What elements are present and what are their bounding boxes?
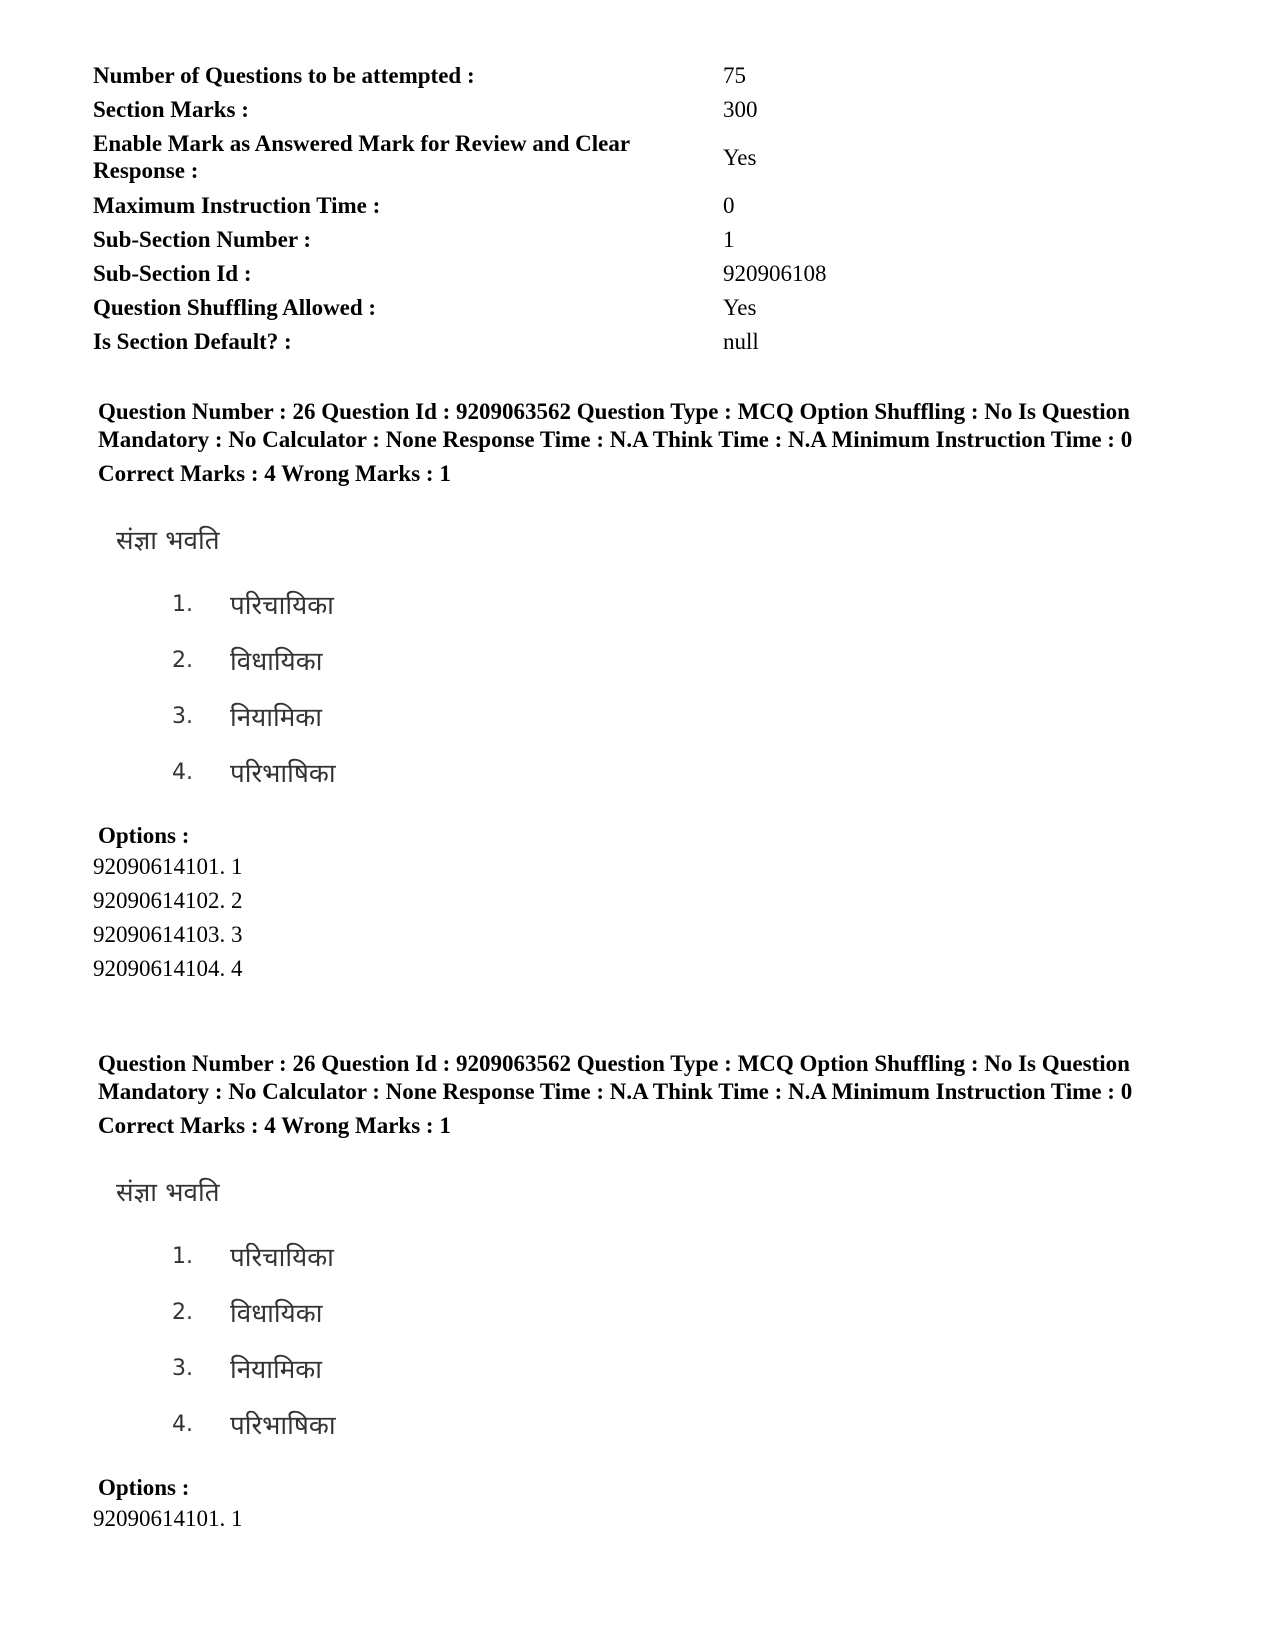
option-id: 92090614102. 2 xyxy=(93,888,243,913)
choice-text: परिचायिका xyxy=(230,591,334,621)
info-row xyxy=(93,126,1093,188)
info-row xyxy=(93,92,1093,126)
choice-number: 3. xyxy=(172,1355,193,1381)
choice-item xyxy=(172,1284,1178,1340)
question-stem: संज्ञा भवति xyxy=(116,1178,220,1208)
question-stem: संज्ञा भवति xyxy=(116,526,220,556)
info-row xyxy=(93,290,1093,324)
question-header: Question Number : 26 Question Id : 9209063562 Question Type : MCQ Option Shuffling : No Is Question Mandatory : No Calculator : None Response Time : N.A Think Time : N.A Minimum Instruction Time : 0 xyxy=(98,1051,1133,1104)
info-value: 0 xyxy=(723,192,735,218)
choice-number: 2. xyxy=(172,647,193,673)
question-header: Question Number : 26 Question Id : 9209063562 Question Type : MCQ Option Shuffling : No Is Question Mandatory : No Calculator : None Response Time : N.A Think Time : N.A Minimum Instruction Time : 0 xyxy=(98,399,1133,452)
option-id-list xyxy=(93,1502,1178,1536)
choice-list xyxy=(172,1228,1178,1452)
question-image xyxy=(116,526,1178,800)
choice-item xyxy=(172,576,1178,632)
info-label: Section Marks : xyxy=(93,96,249,122)
choice-text: परिभाषिका xyxy=(230,759,336,789)
option-id-list xyxy=(93,850,1178,986)
info-value: 300 xyxy=(723,96,758,122)
question-marks: Correct Marks : 4 Wrong Marks : 1 xyxy=(98,461,451,486)
choice-item xyxy=(172,1228,1178,1284)
info-value: Yes xyxy=(723,144,757,170)
choice-item xyxy=(172,1396,1178,1452)
choice-number: 2. xyxy=(172,1299,193,1325)
choice-item xyxy=(172,744,1178,800)
info-row xyxy=(93,256,1093,290)
choice-text: नियामिका xyxy=(230,703,322,733)
choice-item xyxy=(172,688,1178,744)
choice-list xyxy=(172,576,1178,800)
info-label: Number of Questions to be attempted : xyxy=(93,62,475,88)
choice-number: 4. xyxy=(172,759,193,785)
choice-number: 3. xyxy=(172,703,193,729)
info-value: 75 xyxy=(723,62,746,88)
question-block xyxy=(93,1050,1178,1536)
choice-text: नियामिका xyxy=(230,1355,322,1385)
info-row xyxy=(93,188,1093,222)
info-value: 1 xyxy=(723,226,735,252)
info-value: 920906108 xyxy=(723,260,827,286)
option-id: 92090614103. 3 xyxy=(93,922,243,947)
info-value: Yes xyxy=(723,294,757,320)
info-row xyxy=(93,324,1093,358)
info-label: Question Shuffling Allowed : xyxy=(93,294,377,320)
info-row xyxy=(93,222,1093,256)
options-label: Options : xyxy=(98,823,190,848)
info-label: Is Section Default? : xyxy=(93,328,292,354)
info-label: Sub-Section Id : xyxy=(93,260,252,286)
choice-text: परिचायिका xyxy=(230,1243,334,1273)
section-info-table xyxy=(93,58,1093,358)
choice-text: विधायिका xyxy=(230,1299,323,1329)
question-marks: Correct Marks : 4 Wrong Marks : 1 xyxy=(98,1113,451,1138)
choice-item xyxy=(172,632,1178,688)
option-id: 92090614101. 1 xyxy=(93,1506,243,1531)
question-image xyxy=(116,1178,1178,1452)
option-id: 92090614104. 4 xyxy=(93,956,243,981)
question-block xyxy=(93,398,1178,986)
option-id: 92090614101. 1 xyxy=(93,854,243,879)
info-label: Sub-Section Number : xyxy=(93,226,312,252)
choice-text: विधायिका xyxy=(230,647,323,677)
info-value: null xyxy=(723,328,759,354)
choice-number: 4. xyxy=(172,1411,193,1437)
info-label: Enable Mark as Answered Mark for Review and Clear Response : xyxy=(93,131,630,183)
choice-number: 1. xyxy=(172,591,193,617)
choice-text: परिभाषिका xyxy=(230,1411,336,1441)
choice-item xyxy=(172,1340,1178,1396)
choice-number: 1. xyxy=(172,1243,193,1269)
info-row xyxy=(93,58,1093,92)
info-label: Maximum Instruction Time : xyxy=(93,192,381,218)
options-label: Options : xyxy=(98,1475,190,1500)
